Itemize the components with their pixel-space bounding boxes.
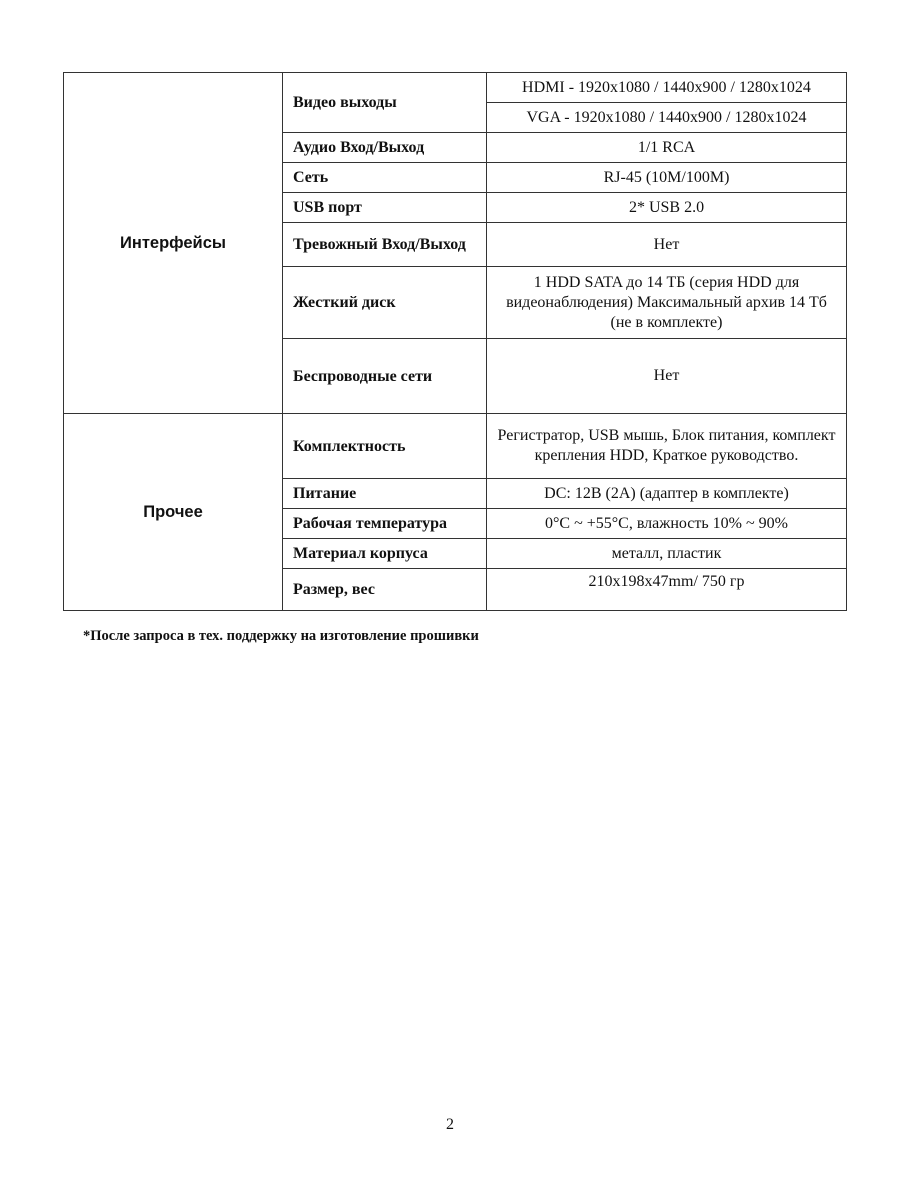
value-power: DC: 12В (2А) (адаптер в комплекте) [487, 479, 847, 509]
param-audio: Аудио Вход/Выход [283, 133, 487, 163]
group-interfaces: Интерфейсы [64, 73, 283, 414]
param-video-out: Видео выходы [283, 73, 487, 133]
value-vga: VGA - 1920x1080 / 1440x900 / 1280x1024 [487, 103, 847, 133]
value-hdd: 1 HDD SATA до 14 ТБ (серия HDD для видеонаблюдения) Максимальный архив 14 Тб (не в комплекте) [487, 267, 847, 339]
param-material: Материал корпуса [283, 539, 487, 569]
page-number: 2 [446, 1116, 454, 1133]
param-alarm: Тревожный Вход/Выход [283, 223, 487, 267]
value-temperature: 0°С ~ +55°С, влажность 10% ~ 90% [487, 509, 847, 539]
value-hdmi: HDMI - 1920x1080 / 1440x900 / 1280x1024 [487, 73, 847, 103]
value-size-weight: 210x198x47mm/ 750 гр [487, 569, 847, 611]
value-wireless: Нет [487, 339, 847, 414]
table-row [64, 73, 847, 103]
value-network: RJ-45 (10M/100M) [487, 163, 847, 193]
table-row [64, 414, 847, 479]
param-usb: USB порт [283, 193, 487, 223]
value-usb: 2* USB 2.0 [487, 193, 847, 223]
param-size-weight: Размер, вес [283, 569, 487, 611]
value-alarm: Нет [487, 223, 847, 267]
value-audio: 1/1 RCA [487, 133, 847, 163]
param-power: Питание [283, 479, 487, 509]
param-network: Сеть [283, 163, 487, 193]
value-package: Регистратор, USB мышь, Блок питания, комплект крепления HDD, Краткое руководство. [487, 414, 847, 479]
group-other: Прочее [64, 414, 283, 611]
param-temperature: Рабочая температура [283, 509, 487, 539]
param-hdd: Жесткий диск [283, 267, 487, 339]
param-wireless: Беспроводные сети [283, 339, 487, 414]
spec-table [63, 72, 847, 611]
value-material: металл, пластик [487, 539, 847, 569]
footnote: *После запроса в тех. поддержку на изготовление прошивки [83, 628, 479, 644]
param-package: Комплектность [283, 414, 487, 479]
